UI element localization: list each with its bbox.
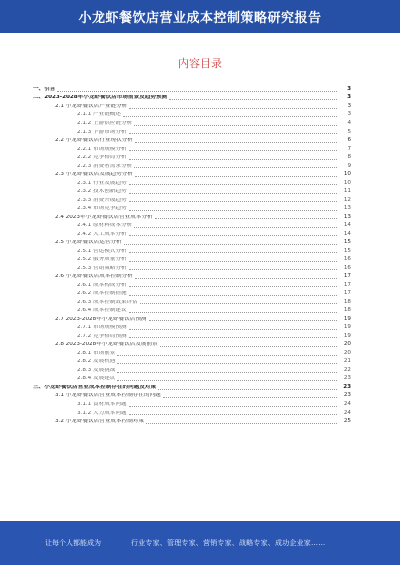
toc-entry-title: 2.5.3 营销策略分析 <box>77 265 127 271</box>
table-of-contents <box>33 84 351 425</box>
toc-entry[interactable] <box>33 357 351 366</box>
toc-entry-page: 21 <box>343 358 351 365</box>
toc-dot-leader <box>158 388 337 390</box>
toc-entry[interactable] <box>33 374 351 383</box>
toc-dot-leader <box>149 319 337 321</box>
toc-entry[interactable] <box>33 391 351 400</box>
toc-dot-leader <box>129 328 337 330</box>
toc-dot-leader <box>129 336 337 338</box>
toc-dot-leader <box>134 124 337 126</box>
toc-entry-title: 2.5.2 服务质量分析 <box>77 257 127 263</box>
toc-entry[interactable] <box>33 254 351 263</box>
toc-entry-page: 24 <box>343 409 351 416</box>
toc-dot-leader <box>129 294 337 296</box>
toc-entry-page: 25 <box>343 418 351 425</box>
toc-entry[interactable] <box>33 305 351 314</box>
toc-entry-title: 2.3.3 消费升级趋势 <box>77 197 127 203</box>
toc-dot-leader <box>57 90 337 92</box>
toc-entry-page: 14 <box>343 230 351 237</box>
toc-dot-leader <box>129 149 337 151</box>
toc-entry-page: 3 <box>347 85 351 92</box>
toc-entry-page: 11 <box>343 188 351 195</box>
toc-entry[interactable] <box>33 339 351 348</box>
toc-dot-leader <box>129 192 337 194</box>
toc-entry-page: 8 <box>347 154 351 161</box>
toc-entry[interactable] <box>33 382 351 391</box>
toc-entry-title: 二、2023-2028年小龙虾餐饮店市场前景及趋势预测 <box>33 95 168 101</box>
toc-entry[interactable] <box>33 314 351 323</box>
toc-entry-title: 2.3.4 市场竞争趋势 <box>77 206 127 212</box>
toc-entry[interactable] <box>33 280 351 289</box>
toc-entry-title: 2.4.1 原材料成本分析 <box>77 223 133 229</box>
toc-entry-title: 2.7.1 市场规模预测 <box>77 325 127 331</box>
toc-entry-title: 2.8 2023-2028年小龙虾餐饮店发展前景 <box>55 342 158 348</box>
toc-entry-title: 2.6.3 成本控制效果评估 <box>77 299 138 305</box>
toc-dot-leader <box>129 158 337 160</box>
toc-entry[interactable] <box>33 263 351 272</box>
page-footer <box>0 521 400 565</box>
toc-entry-title: 2.4 2023年小龙虾餐饮店营业成本分析 <box>55 214 153 220</box>
toc-entry-page: 19 <box>343 332 351 339</box>
toc-entry-title: 2.1.1 产业链概述 <box>77 112 121 118</box>
toc-entry[interactable] <box>33 161 351 170</box>
toc-entry-title: 2.6 小龙虾餐饮店成本控制分析 <box>55 274 133 280</box>
toc-entry-page: 14 <box>343 222 351 229</box>
toc-entry-title: 2.6.2 成本控制措施 <box>77 291 127 297</box>
toc-entry-page: 16 <box>343 264 351 271</box>
toc-dot-leader <box>135 175 337 177</box>
toc-entry-page: 23 <box>343 375 351 382</box>
toc-dot-leader <box>135 277 337 279</box>
toc-entry-page: 15 <box>343 239 351 246</box>
toc-entry[interactable] <box>33 229 351 238</box>
toc-dot-leader <box>129 413 337 415</box>
toc-entry-page: 17 <box>343 281 351 288</box>
toc-entry[interactable] <box>33 416 351 425</box>
toc-entry[interactable] <box>33 237 351 246</box>
toc-entry[interactable] <box>33 348 351 357</box>
toc-entry-page: 10 <box>343 179 351 186</box>
toc-entry-page: 4 <box>347 119 351 126</box>
toc-dot-leader <box>134 226 337 228</box>
toc-dot-leader <box>129 285 337 287</box>
toc-entry[interactable] <box>33 297 351 306</box>
toc-entry-page: 22 <box>343 366 351 373</box>
toc-entry-title: 三、小龙虾餐饮店营业成本控制存在的问题及对策 <box>33 384 157 390</box>
toc-entry-title: 2.4.2 人工成本分析 <box>77 231 127 237</box>
toc-entry-title: 2.2 小龙虾餐饮店行业现状分析 <box>55 138 133 144</box>
toc-dot-leader <box>155 217 337 219</box>
toc-dot-leader <box>129 251 337 253</box>
toc-entry-title: 2.8.2 发展机遇 <box>77 359 116 365</box>
toc-entry[interactable] <box>33 178 351 187</box>
toc-entry[interactable] <box>33 246 351 255</box>
toc-entry-title: 2.5.1 营运模式分析 <box>77 248 127 254</box>
toc-entry-page: 17 <box>343 290 351 297</box>
toc-entry-title: 2.1 小龙虾餐饮店产业链分析 <box>55 103 128 109</box>
toc-entry-title: 2.3.2 技术创新趋势 <box>77 189 127 195</box>
toc-entry-page: 5 <box>347 128 351 135</box>
toc-entry-title: 一、引言 <box>33 86 56 92</box>
toc-entry[interactable] <box>33 169 351 178</box>
toc-entry-title: 2.1.2 上游供应链分析 <box>77 120 133 126</box>
toc-entry-title: 2.2.3 消费者需求分析 <box>77 163 133 169</box>
toc-entry-title: 2.7.2 竞争格局预测 <box>77 333 127 339</box>
toc-entry-page: 6 <box>347 137 351 144</box>
toc-dot-leader <box>117 371 337 373</box>
toc-dot-leader <box>117 379 337 381</box>
toc-entry[interactable] <box>33 365 351 374</box>
toc-entry-title: 2.3.1 行业发展趋势 <box>77 180 127 186</box>
toc-entry-page: 17 <box>343 273 351 280</box>
toc-entry-page: 20 <box>343 341 351 348</box>
toc-entry-page: 13 <box>343 205 351 212</box>
toc-dot-leader <box>129 200 337 202</box>
toc-entry[interactable] <box>33 152 351 161</box>
toc-dot-leader <box>129 405 337 407</box>
toc-entry[interactable] <box>33 220 351 229</box>
report-title: 小龙虾餐饮店营业成本控制策略研究报告 <box>78 11 322 26</box>
toc-dot-leader <box>124 243 337 245</box>
toc-entry-title: 3.1 小龙虾餐饮店营业成本控制存在的问题 <box>55 393 161 399</box>
toc-dot-leader <box>129 183 337 185</box>
toc-entry[interactable] <box>33 93 351 102</box>
toc-dot-leader <box>129 209 337 211</box>
toc-entry[interactable] <box>33 127 351 136</box>
toc-entry-page: 3 <box>347 102 351 109</box>
toc-dot-leader <box>134 166 337 168</box>
toc-entry-page: 18 <box>343 307 351 314</box>
toc-dot-leader <box>163 396 337 398</box>
toc-entry-page: 15 <box>343 247 351 254</box>
toc-entry[interactable] <box>33 271 351 280</box>
toc-dot-leader <box>160 345 337 347</box>
toc-entry-title: 2.8.1 市场前景 <box>77 350 116 356</box>
toc-entry-title: 2.8.4 发展建议 <box>77 376 116 382</box>
toc-entry[interactable] <box>33 84 351 93</box>
toc-entry[interactable] <box>33 331 351 340</box>
toc-dot-leader <box>135 141 337 143</box>
toc-entry-page: 3 <box>347 94 351 101</box>
toc-entry-title: 2.8.3 发展挑战 <box>77 367 116 373</box>
toc-dot-leader <box>146 422 337 424</box>
toc-entry-title: 2.3 小龙虾餐饮店发展趋势分析 <box>55 172 133 178</box>
toc-dot-leader <box>140 302 337 304</box>
toc-entry-title: 2.2.1 市场规模分析 <box>77 146 127 152</box>
footer-slogan: 让每个人都能成为 <box>45 539 101 547</box>
footer-tagline: 行业专家、管理专家、营销专家、战略专家、成功企业家…… <box>131 539 326 547</box>
toc-entry-page: 19 <box>343 315 351 322</box>
toc-entry-page: 13 <box>343 213 351 220</box>
toc-entry[interactable] <box>33 118 351 127</box>
toc-entry[interactable] <box>33 203 351 212</box>
toc-entry-page: 12 <box>343 196 351 203</box>
toc-dot-leader <box>169 98 337 100</box>
toc-entry[interactable] <box>33 288 351 297</box>
toc-entry[interactable] <box>33 144 351 153</box>
toc-dot-leader <box>129 311 337 313</box>
toc-heading: 内容目录 <box>178 57 222 70</box>
toc-dot-leader <box>129 107 337 109</box>
toc-entry[interactable] <box>33 186 351 195</box>
toc-dot-leader <box>129 234 337 236</box>
toc-entry-title: 2.1.3 下游市场分析 <box>77 129 127 135</box>
toc-dot-leader <box>123 115 337 117</box>
toc-entry[interactable] <box>33 322 351 331</box>
toc-entry-page: 7 <box>347 145 351 152</box>
toc-entry-page: 19 <box>343 324 351 331</box>
toc-entry-title: 3.1.1 食材成本问题 <box>77 402 127 407</box>
toc-entry-title: 2.6.1 成本构成分析 <box>77 282 127 288</box>
toc-entry-title: 3.2 小龙虾餐饮店营业成本控制对策 <box>55 419 144 425</box>
toc-entry-page: 24 <box>343 401 351 407</box>
toc-entry[interactable] <box>33 135 351 144</box>
toc-entry-title: 2.2.2 竞争格局分析 <box>77 155 127 161</box>
toc-entry-page: 23 <box>343 383 351 390</box>
toc-dot-leader <box>129 268 337 270</box>
toc-entry-page: 18 <box>343 298 351 305</box>
toc-dot-leader <box>117 362 337 364</box>
toc-entry-page: 20 <box>343 349 351 356</box>
toc-entry-title: 3.1.2 人力成本问题 <box>77 410 127 416</box>
toc-entry[interactable] <box>33 101 351 110</box>
page-header <box>0 0 400 33</box>
toc-entry-title: 2.7 2023-2028年小龙虾餐饮店预测 <box>55 316 147 322</box>
toc-dot-leader <box>117 354 337 356</box>
toc-entry-title: 2.5 小龙虾餐饮店运营分析 <box>55 240 122 246</box>
toc-entry-page: 9 <box>347 162 351 169</box>
toc-entry[interactable] <box>33 195 351 204</box>
toc-entry-page: 10 <box>343 171 351 178</box>
toc-dot-leader <box>129 132 337 134</box>
toc-entry[interactable] <box>33 399 351 408</box>
toc-entry-page: 16 <box>343 256 351 263</box>
toc-entry-page: 23 <box>343 392 351 399</box>
toc-entry[interactable] <box>33 110 351 119</box>
toc-entry[interactable] <box>33 212 351 221</box>
toc-entry[interactable] <box>33 408 351 417</box>
toc-entry-title: 2.6.4 成本控制建议 <box>77 308 127 314</box>
toc-dot-leader <box>129 260 337 262</box>
toc-entry-page: 3 <box>347 111 351 118</box>
